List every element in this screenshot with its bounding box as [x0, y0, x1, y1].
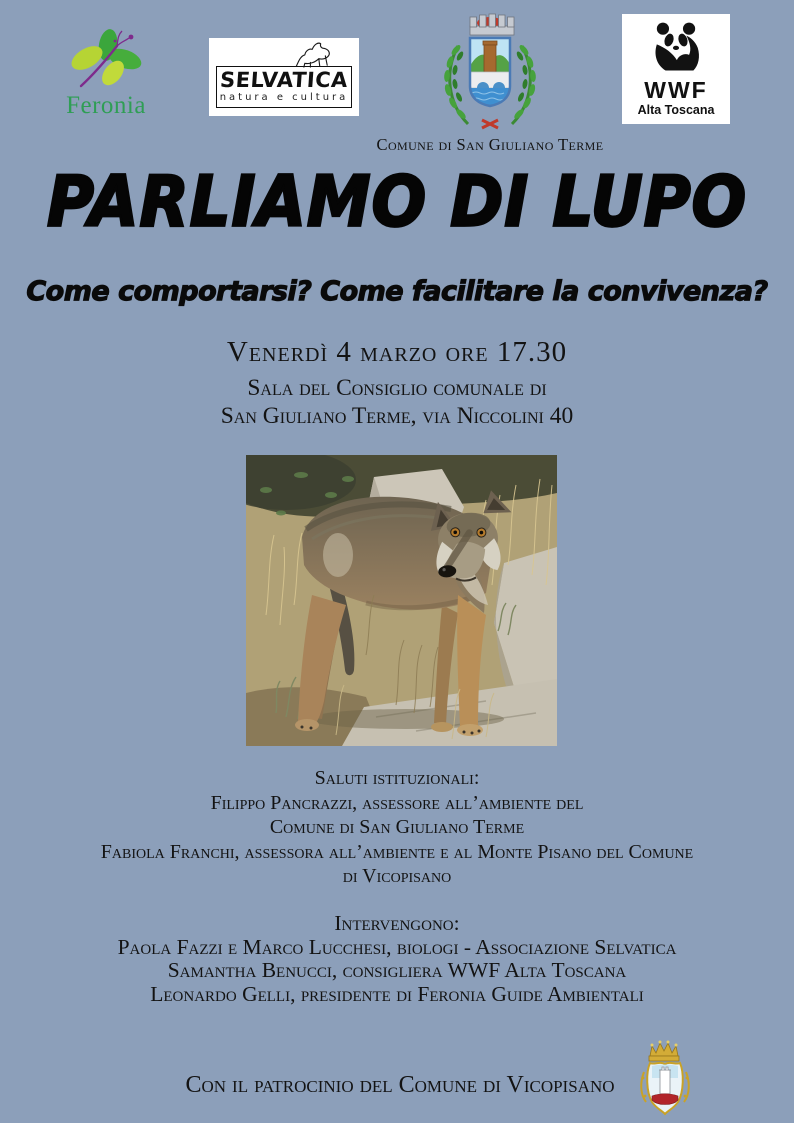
- venue-line-1: Sala del Consiglio comunale di: [247, 375, 547, 401]
- greetings-line: di Vicopisano: [342, 865, 452, 887]
- institutional-greetings: [0, 766, 794, 889]
- speakers-section: [0, 912, 794, 1006]
- san-giuliano-coat-of-arms: [432, 4, 548, 134]
- feronia-logo: [54, 28, 158, 120]
- poster-subtitle: Come comportarsi? Come facilitare la convivenza?: [26, 276, 768, 307]
- san-giuliano-caption: Comune di San Giuliano Terme: [376, 135, 604, 154]
- greetings-line: Comune di San Giuliano Terme: [269, 816, 525, 838]
- butterfly-leaf-icon: [56, 28, 156, 92]
- vicopisano-coat-of-arms: [630, 1038, 700, 1120]
- panda-icon: [647, 20, 705, 74]
- wwf-logo: [622, 14, 730, 124]
- selvatica-logo: [209, 38, 359, 116]
- speaker-line: Samantha Benucci, consigliera WWF Alta Toscana: [167, 958, 627, 982]
- greetings-line: Fabiola Franchi, assessora all’ambiente e al Monte Pisano del Comune: [100, 840, 694, 863]
- selvatica-frame: [216, 66, 352, 108]
- greetings-line: Filippo Pancrazzi, assessore all’ambiente del: [210, 791, 584, 814]
- venue-line-2: San Giuliano Terme, via Niccolini 40: [220, 403, 574, 429]
- speaker-line: Leonardo Gelli, presidente di Feronia Guide Ambientali: [150, 981, 644, 1006]
- selvatica-tagline: natura e cultura: [219, 92, 349, 103]
- speakers-heading: Intervengono:: [334, 911, 460, 935]
- wolf-sketch-icon: [293, 40, 339, 68]
- wolf-photo: [246, 455, 557, 746]
- event-datetime: Venerdì 4 marzo ore 17.30: [226, 336, 568, 368]
- greetings-heading: Saluti istituzionali:: [314, 767, 480, 789]
- selvatica-name: SELVATICA: [219, 68, 349, 92]
- event-venue: [0, 374, 794, 430]
- poster-title: PARLIAMO DI LUPO: [46, 163, 748, 243]
- speaker-line: Paola Fazzi e Marco Lucchesi, biologi - Associazione Selvatica: [117, 934, 677, 959]
- wwf-region: Alta Toscana: [637, 103, 715, 117]
- feronia-label: Feronia: [66, 92, 146, 119]
- wwf-name: WWF: [644, 77, 708, 103]
- patronage-text: Con il patrocinio del Comune di Vicopisano: [185, 1072, 615, 1098]
